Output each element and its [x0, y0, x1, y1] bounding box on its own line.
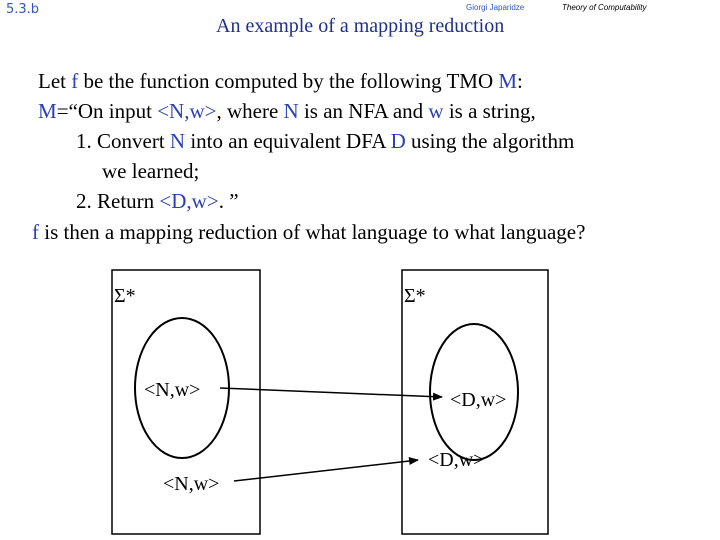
left-inner-element: <N,w> [144, 379, 201, 401]
text: into an equivalent DFA [185, 129, 391, 153]
course-name: Theory of Computability [562, 3, 647, 12]
output-dw: <D,w> [159, 189, 219, 213]
input-nw: <N,w> [157, 99, 217, 123]
text: is then a mapping reduction of what language to what language? [39, 220, 586, 244]
text: 1. Convert [76, 129, 170, 153]
text: . ” [218, 189, 239, 213]
text: 2. Return [76, 189, 160, 213]
text: : [517, 69, 523, 93]
text: using the algorithm [405, 129, 575, 153]
text: , where [216, 99, 284, 123]
symbol-M: M [498, 69, 518, 93]
symbol-D: D [390, 129, 406, 153]
text: be the function computed by the following TMO [78, 69, 499, 93]
symbol-N: N [283, 99, 299, 123]
right-box-label: Σ* [404, 285, 426, 307]
author-name: Giorgi Japaridze [466, 3, 525, 12]
text: is an NFA and [298, 99, 429, 123]
left-outer-element: <N,w> [163, 473, 220, 495]
text: =“On input [56, 99, 158, 123]
mapping-arrow-inner [220, 388, 442, 397]
right-inner-element: <D,w> [450, 389, 507, 411]
symbol-M: M [38, 99, 57, 123]
symbol-f: f [32, 220, 39, 244]
right-outer-element: <D,w> [428, 449, 485, 471]
slide-number: 5.3.b [6, 2, 40, 17]
symbol-f: f [71, 69, 79, 93]
mapping-arrow-outer [234, 460, 418, 481]
text: Let [38, 69, 72, 93]
text: is a string, [443, 99, 536, 123]
symbol-w: w [428, 99, 444, 123]
left-box-label: Σ* [114, 285, 136, 307]
text: we learned; [102, 159, 200, 183]
slide-title: An example of a mapping reduction [216, 15, 505, 37]
symbol-N: N [169, 129, 186, 153]
